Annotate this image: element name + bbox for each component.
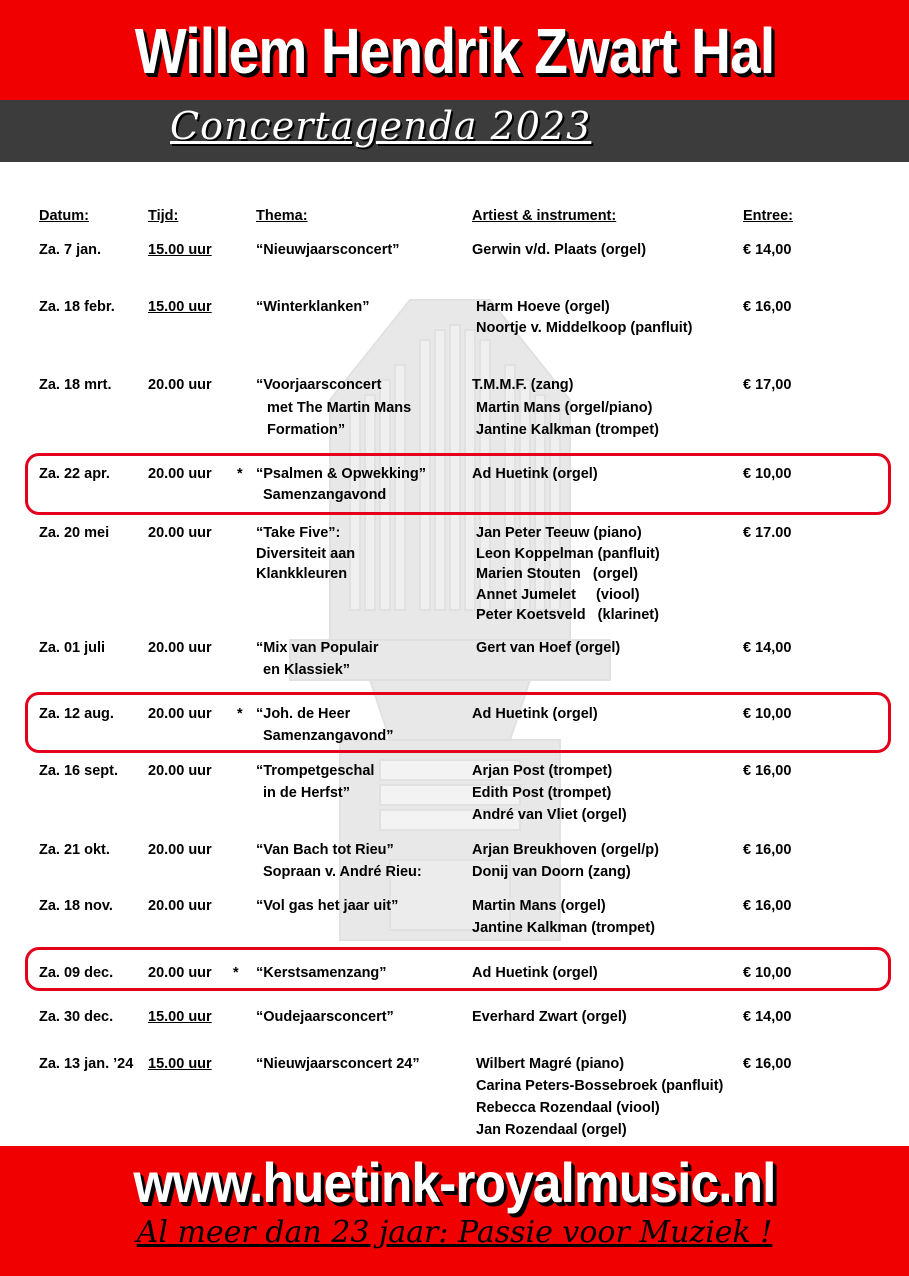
row-artist: Martin Mans (orgel) xyxy=(472,898,606,914)
row-price: € 14,00 xyxy=(743,1009,792,1025)
row-theme: en Klassiek” xyxy=(263,662,351,678)
row-time: 20.00 uur xyxy=(148,466,212,482)
row-theme: Sopraan v. André Rieu: xyxy=(263,864,422,880)
row-time: 20.00 uur xyxy=(148,377,212,393)
row-artist: Edith Post (trompet) xyxy=(472,785,612,801)
footer-slogan: Al meer dan 23 jaar: Passie voor Muziek ! xyxy=(136,1215,773,1250)
row-artist: Carina Peters-Bossebroek (panfluit) xyxy=(476,1078,724,1094)
row-theme: “Joh. de Heer xyxy=(256,706,351,722)
row-artist: Leon Koppelman (panfluit) xyxy=(476,546,660,562)
row-date: Za. 16 sept. xyxy=(39,763,118,779)
row-theme: Formation” xyxy=(267,422,346,438)
row-artist: Gert van Hoef (orgel) xyxy=(476,640,621,656)
row-time: 20.00 uur xyxy=(148,965,212,981)
row-price: € 16,00 xyxy=(743,842,792,858)
row-star: * xyxy=(237,706,243,722)
row-artist: Harm Hoeve (orgel) xyxy=(476,299,610,315)
row-theme: Klankkleuren xyxy=(256,566,348,582)
row-artist: Rebecca Rozendaal (viool) xyxy=(476,1100,660,1116)
row-theme: in de Herfst” xyxy=(263,785,351,801)
row-price: € 17.00 xyxy=(743,525,792,541)
column-header-time: Tijd: xyxy=(148,208,179,224)
row-price: € 10,00 xyxy=(743,466,792,482)
row-date: Za. 20 mei xyxy=(39,525,110,541)
row-price: € 14,00 xyxy=(743,640,792,656)
row-artist: Ad Huetink (orgel) xyxy=(472,466,598,482)
row-price: € 16,00 xyxy=(743,898,792,914)
row-theme: “Take Five”: xyxy=(256,525,341,541)
row-theme: “Oudejaarsconcert” xyxy=(256,1009,394,1025)
row-artist: Arjan Post (trompet) xyxy=(472,763,613,779)
row-theme: “Kerstsamenzang” xyxy=(256,965,387,981)
row-artist: Arjan Breukhoven (orgel/p) xyxy=(472,842,659,858)
row-date: Za. 18 febr. xyxy=(39,299,115,315)
row-time: 20.00 uur xyxy=(148,640,212,656)
row-date: Za. 30 dec. xyxy=(39,1009,114,1025)
column-header-date: Datum: xyxy=(39,208,89,224)
row-theme: “Vol gas het jaar uit” xyxy=(256,898,399,914)
row-time: 20.00 uur xyxy=(148,763,212,779)
column-header-artist: Artiest & instrument: xyxy=(472,208,617,224)
row-theme: “Nieuwjaarsconcert” xyxy=(256,242,400,258)
row-artist: Jan Peter Teeuw (piano) xyxy=(476,525,642,541)
row-price: € 10,00 xyxy=(743,965,792,981)
row-theme: “Van Bach tot Rieu” xyxy=(256,842,394,858)
row-time: 20.00 uur xyxy=(148,898,212,914)
row-artist: Marien Stouten (orgel) xyxy=(476,566,638,582)
row-date: Za. 18 nov. xyxy=(39,898,113,914)
row-theme: “Mix van Populair xyxy=(256,640,379,656)
row-artist: Gerwin v/d. Plaats (orgel) xyxy=(472,242,647,258)
row-time: 20.00 uur xyxy=(148,525,212,541)
row-theme: Diversiteit aan xyxy=(256,546,356,562)
row-artist: Jantine Kalkman (trompet) xyxy=(472,920,655,936)
page-title: Willem Hendrik Zwart Hal xyxy=(134,15,775,87)
row-theme: “Nieuwjaarsconcert 24” xyxy=(256,1056,420,1072)
row-theme: “Voorjaarsconcert xyxy=(256,377,382,393)
row-time: 15.00 uur xyxy=(148,1009,212,1025)
row-price: € 17,00 xyxy=(743,377,792,393)
row-price: € 16,00 xyxy=(743,299,792,315)
column-header-price: Entree: xyxy=(743,208,793,224)
row-date: Za. 18 mrt. xyxy=(39,377,112,393)
row-price: € 16,00 xyxy=(743,763,792,779)
row-star: * xyxy=(233,965,239,981)
row-date: Za. 22 apr. xyxy=(39,466,110,482)
row-time: 20.00 uur xyxy=(148,706,212,722)
row-artist: Ad Huetink (orgel) xyxy=(472,706,598,722)
row-artist: Donij van Doorn (zang) xyxy=(472,864,631,880)
row-artist: Everhard Zwart (orgel) xyxy=(472,1009,627,1025)
row-artist: Ad Huetink (orgel) xyxy=(472,965,598,981)
row-time: 15.00 uur xyxy=(148,299,212,315)
row-theme: “Psalmen & Opwekking” xyxy=(256,466,427,482)
row-date: Za. 09 dec. xyxy=(39,965,114,981)
page-subtitle: Concertagenda 2023 xyxy=(170,104,592,148)
row-artist: André van Vliet (orgel) xyxy=(472,807,627,823)
row-theme: “Winterklanken” xyxy=(256,299,370,315)
row-date: Za. 01 juli xyxy=(39,640,106,656)
row-artist: Peter Koetsveld (klarinet) xyxy=(476,607,659,623)
row-artist: Annet Jumelet (viool) xyxy=(476,587,640,603)
row-artist: T.M.M.F. (zang) xyxy=(472,377,574,393)
row-theme: Samenzangavond” xyxy=(263,728,394,744)
row-time: 15.00 uur xyxy=(148,1056,212,1072)
row-date: Za. 13 jan. ’24 xyxy=(39,1056,134,1072)
row-theme: Samenzangavond xyxy=(263,487,387,503)
row-theme: “Trompetgeschal xyxy=(256,763,375,779)
row-time: 15.00 uur xyxy=(148,242,212,258)
row-artist: Noortje v. Middelkoop (panfluit) xyxy=(476,320,693,336)
column-header-theme: Thema: xyxy=(256,208,308,224)
website-link[interactable]: www.huetink-royalmusic.nl xyxy=(133,1151,776,1214)
row-price: € 16,00 xyxy=(743,1056,792,1072)
row-price: € 14,00 xyxy=(743,242,792,258)
row-time: 20.00 uur xyxy=(148,842,212,858)
row-star: * xyxy=(237,466,243,482)
row-date: Za. 7 jan. xyxy=(39,242,102,258)
row-artist: Wilbert Magré (piano) xyxy=(476,1056,625,1072)
row-date: Za. 12 aug. xyxy=(39,706,114,722)
row-price: € 10,00 xyxy=(743,706,792,722)
row-artist: Jan Rozendaal (orgel) xyxy=(476,1122,627,1138)
row-theme: met The Martin Mans xyxy=(267,400,412,416)
row-artist: Martin Mans (orgel/piano) xyxy=(476,400,653,416)
row-date: Za. 21 okt. xyxy=(39,842,110,858)
row-artist: Jantine Kalkman (trompet) xyxy=(476,422,659,438)
